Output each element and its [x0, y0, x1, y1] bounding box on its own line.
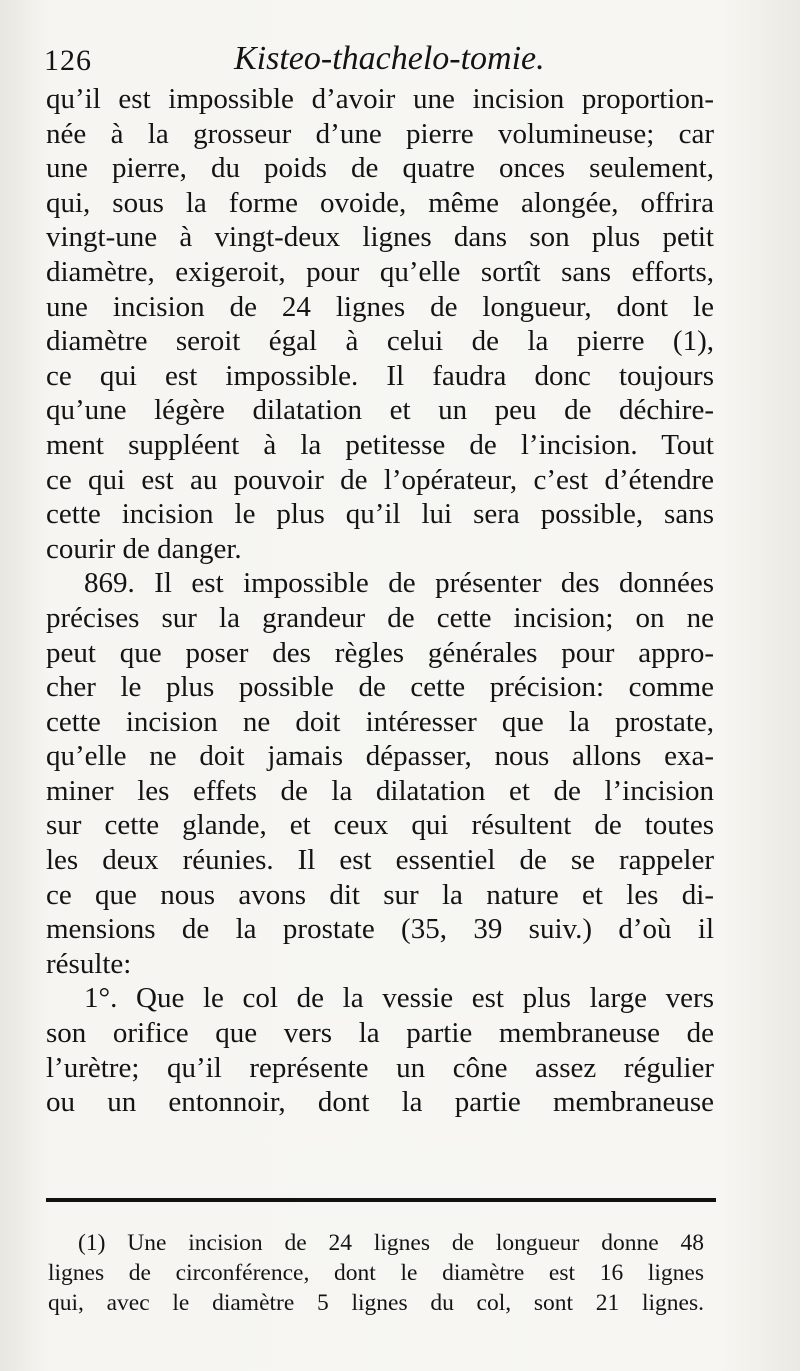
text-line: mensions de la prostate (35, 39 suiv.) d’où il [46, 913, 714, 946]
page-number: 126 [44, 44, 92, 77]
body-text [46, 82, 714, 1120]
text-line: ment suppléent à la petitesse de l’incision. Tout [46, 428, 714, 461]
text-line: diamètre seroit égal à celui de la pierre (1), [46, 325, 714, 358]
text-line: qui, sous la forme ovoide, même alongée, offrira [46, 186, 714, 219]
text-line: cette incision le plus qu’il lui sera possible, sans [46, 498, 714, 531]
footnote [48, 1228, 704, 1318]
text-line: cette incision ne doit intéresser que la prostate, [46, 705, 714, 738]
text-line: peut que poser des règles générales pour appro- [46, 636, 714, 669]
footnote-divider [46, 1198, 716, 1202]
footnote-line: (1) Une incision de 24 lignes de longueur donne 48 [78, 1230, 704, 1256]
text-line: vingt-une à vingt-deux lignes dans son plus petit [46, 221, 714, 254]
text-line: précises sur la grandeur de cette incision; on ne [46, 601, 714, 634]
text-line: son orifice que vers la partie membraneuse de [46, 1017, 714, 1050]
text-line: diamètre, exigeroit, pour qu’elle sortît sans efforts, [46, 255, 714, 288]
footnote-line: qui, avec le diamètre 5 lignes du col, sont 21 lignes. [48, 1290, 704, 1316]
text-line: qu’une légère dilatation et un peu de déchire- [46, 394, 714, 427]
running-title: Kisteo-thachelo-tomie. [234, 40, 545, 77]
text-line: sur cette glande, et ceux qui résultent de toutes [46, 809, 714, 842]
text-line: l’urètre; qu’il représente un cône assez régulier [46, 1051, 714, 1084]
text-line: résulte: [46, 947, 132, 980]
text-line: miner les effets de la dilatation et de l’incision [46, 774, 714, 807]
text-line: qu’il est impossible d’avoir une incision proportion- [46, 83, 714, 115]
page-header [44, 36, 744, 86]
paragraph-start-line: 869. Il est impossible de présenter des données [84, 567, 714, 600]
text-line: les deux réunies. Il est essentiel de se rappeler [46, 844, 714, 877]
text-line: née à la grosseur d’une pierre volumineuse; car [46, 117, 714, 150]
text-line: une incision de 24 lignes de longueur, dont le [46, 290, 714, 323]
paragraph-start-line: 1°. Que le col de la vessie est plus large vers [84, 982, 714, 1015]
text-line: ce que nous avons dit sur la nature et les di- [46, 878, 714, 911]
text-line: cher le plus possible de cette précision: comme [46, 671, 714, 704]
text-line: une pierre, du poids de quatre onces seulement, [46, 152, 714, 185]
text-line: qu’elle ne doit jamais dépasser, nous allons exa- [46, 740, 714, 773]
footnote-line: lignes de circonférence, dont le diamètre est 16 lignes [48, 1260, 704, 1286]
text-line: ou un entonnoir, dont la partie membraneuse [46, 1086, 714, 1119]
text-line: courir de danger. [46, 532, 242, 565]
text-line: ce qui est impossible. Il faudra donc toujours [46, 359, 714, 392]
text-line: ce qui est au pouvoir de l’opérateur, c’est d’étendre [46, 463, 714, 496]
